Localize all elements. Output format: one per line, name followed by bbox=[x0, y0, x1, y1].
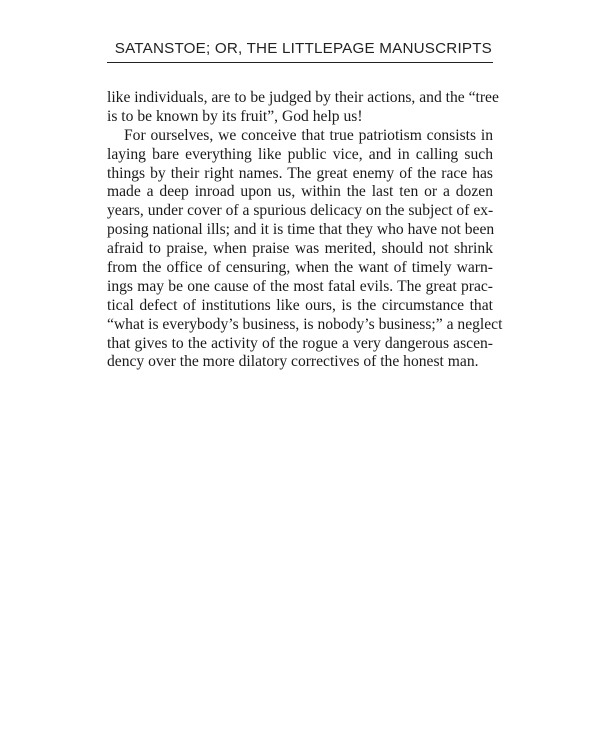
text-line: like individuals, are to be judged by their actions, and the “tree bbox=[107, 89, 499, 106]
text-line: that gives to the activity of the rogue a very dangerous ascen- bbox=[107, 334, 493, 352]
text-line: ings may be one cause of the most fatal evils. The great prac- bbox=[107, 277, 493, 295]
text-line: things by their right names. The great enemy of the race has bbox=[107, 164, 493, 182]
text-line: years, under cover of a spurious delicacy on the subject of ex- bbox=[107, 202, 494, 220]
text-line: posing national ills; and it is time that they who have not been bbox=[107, 221, 495, 239]
text-line: dency over the more dilatory correctives of the honest man. bbox=[107, 353, 479, 371]
text-line: made a deep inroad upon us, within the last ten or a dozen bbox=[107, 183, 493, 201]
paragraph-2 bbox=[107, 126, 503, 373]
body-text bbox=[107, 89, 503, 372]
text-line: “what is everybody’s business, is nobody’s business;” a neglect bbox=[107, 315, 503, 333]
header-rule bbox=[107, 62, 493, 63]
text-line: tical defect of institutions like ours, is the circumstance that bbox=[107, 296, 493, 314]
text-line: from the office of censuring, when the want of timely warn- bbox=[107, 259, 493, 277]
text-line: is to be known by its fruit”, God help us! bbox=[107, 107, 363, 125]
text-line: laying bare everything like public vice, and in calling such bbox=[107, 145, 493, 163]
running-head: SATANSTOE; OR, THE LITTLEPAGE MANUSCRIPTS bbox=[114, 40, 492, 57]
paragraph-1 bbox=[107, 89, 499, 127]
text-line: afraid to praise, when praise was merited, should not shrink bbox=[107, 240, 493, 258]
text-line: For ourselves, we conceive that true patriotism consists in bbox=[124, 126, 493, 144]
